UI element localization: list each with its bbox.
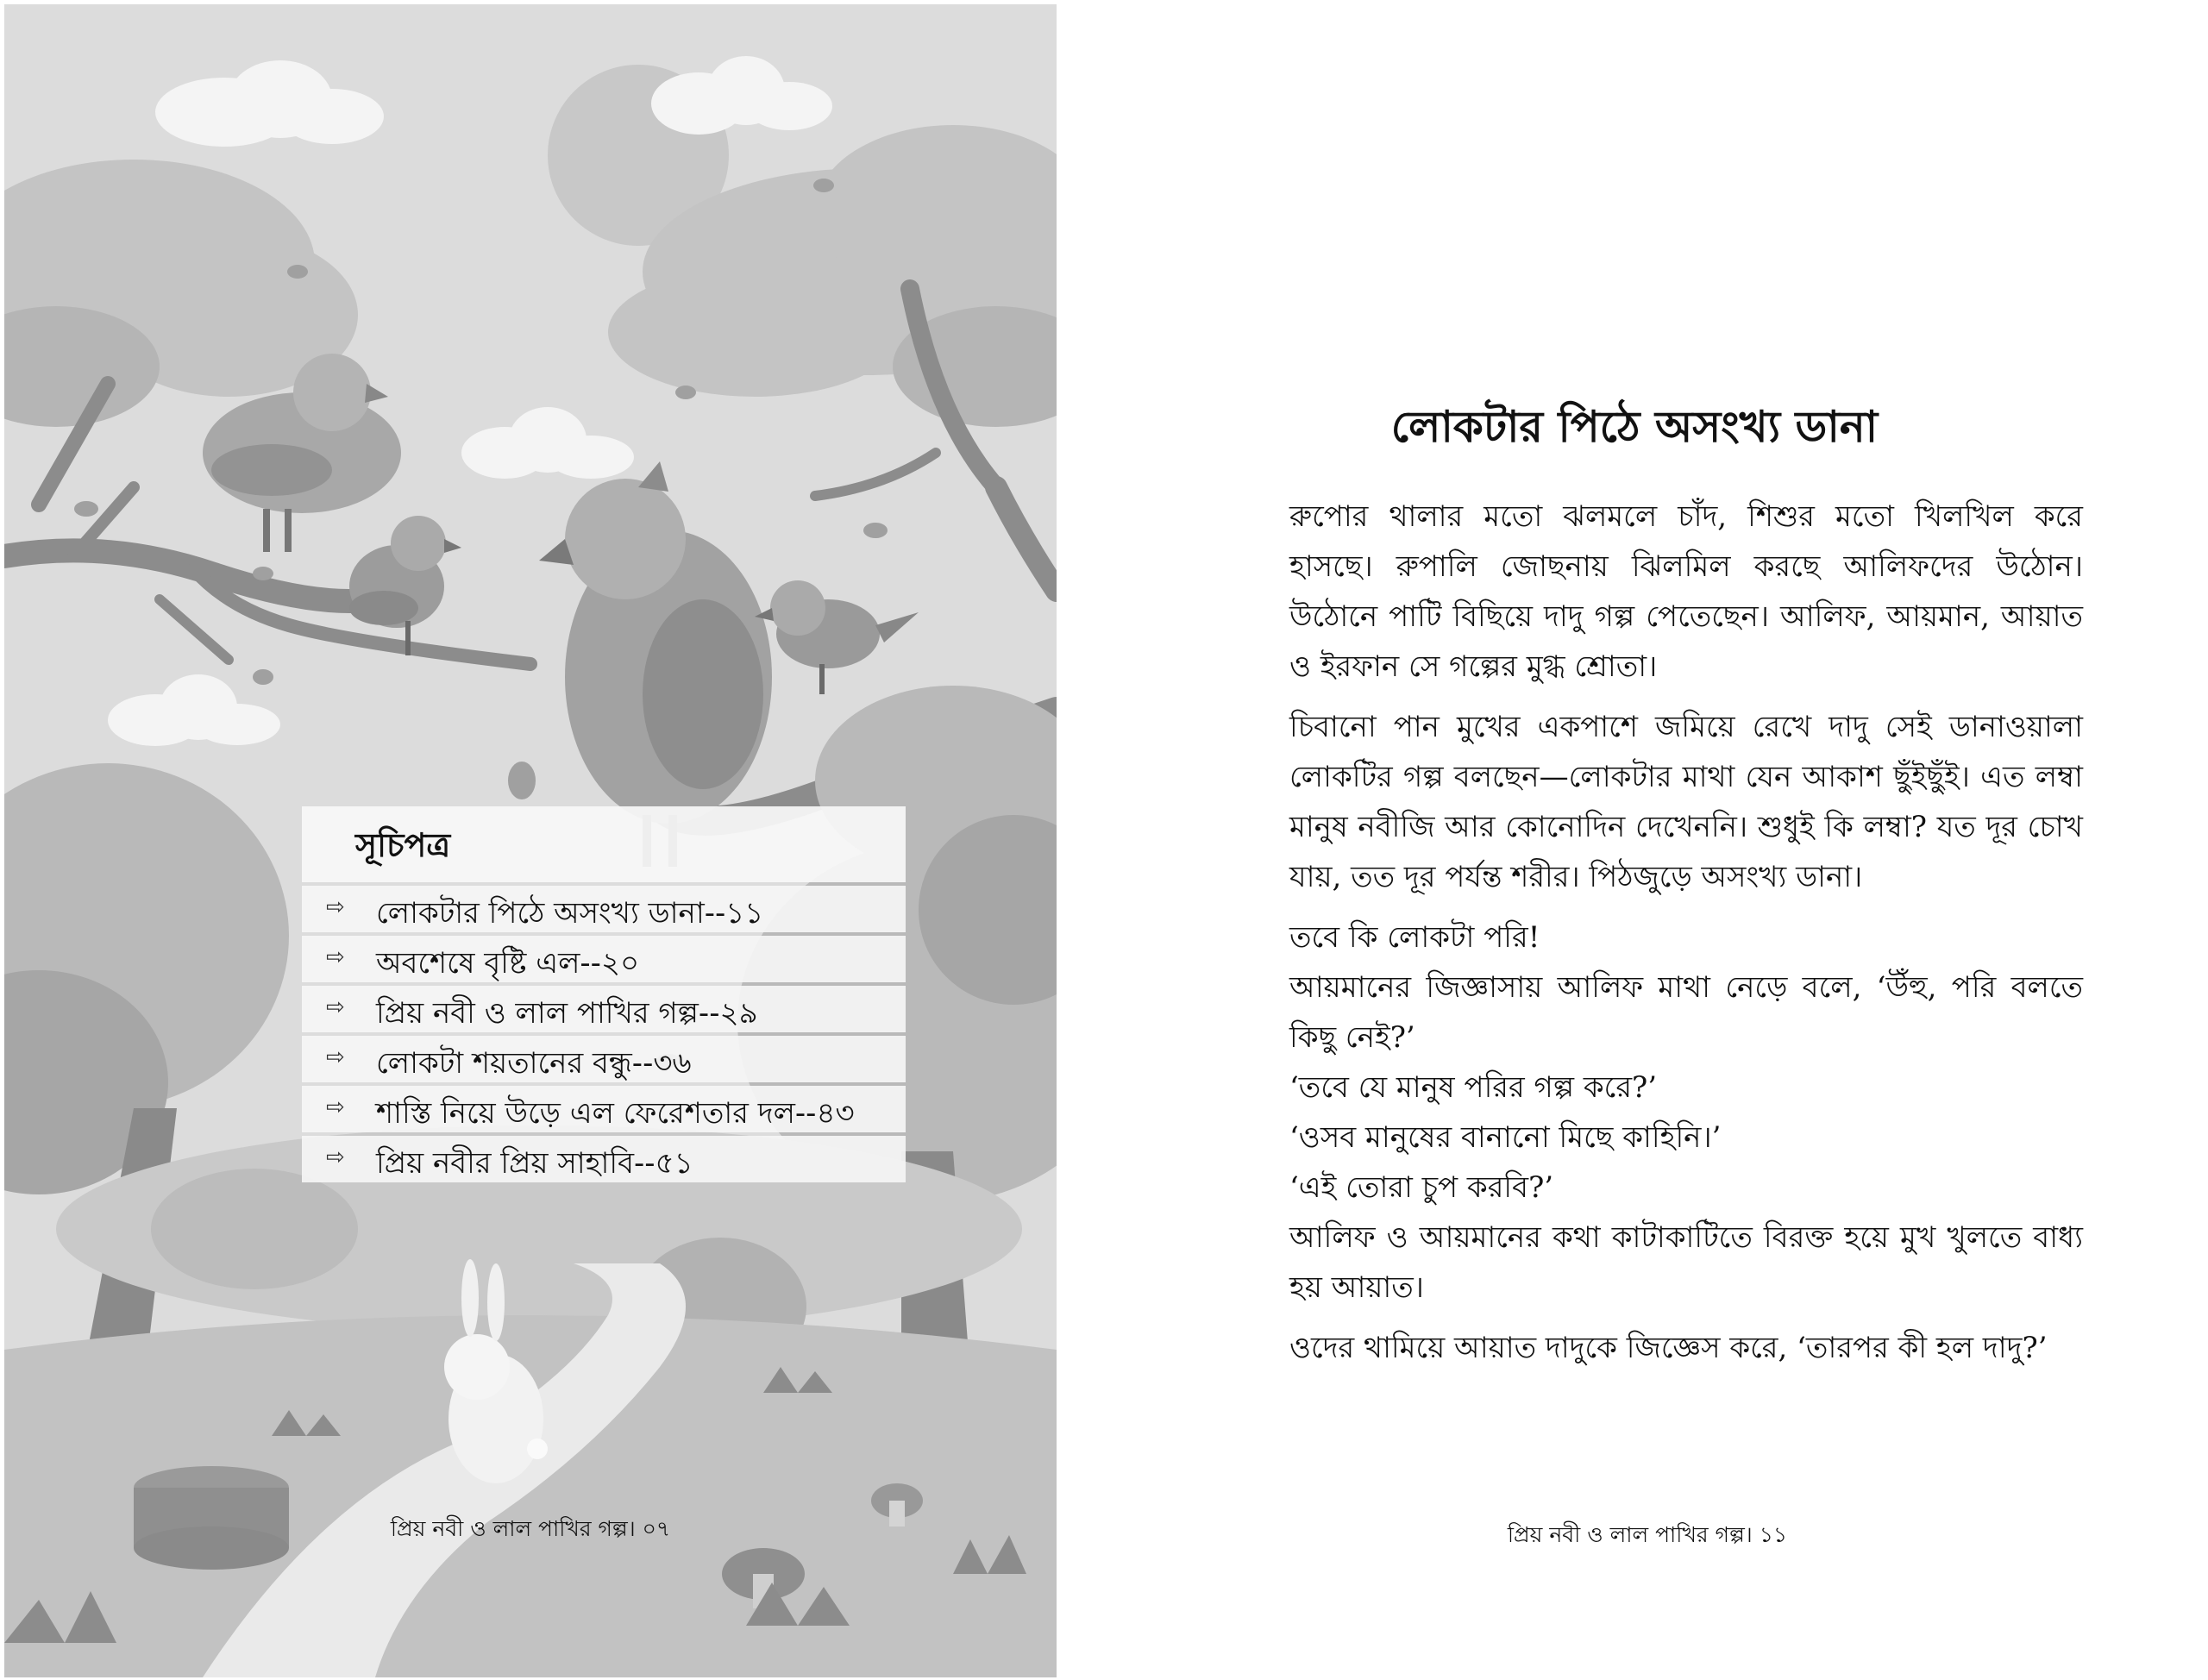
arrow-right-icon: ⇨ (326, 994, 345, 1020)
paragraph: তবে কি লোকটা পরি! (1289, 920, 1540, 955)
paragraph: ওদের থামিয়ে আয়াত দাদুকে জিজ্ঞেস করে, ‘তারপর কী হল দাদু?’ (1289, 1331, 2048, 1365)
toc-item-label: লোকটার পিঠে অসংখ্য ডানা--১১ (376, 896, 764, 931)
arrow-right-icon: ⇨ (326, 894, 345, 920)
toc-item-label: প্রিয় নবী ও লাল পাখির গল্প--২৯ (376, 996, 758, 1031)
arrow-right-icon: ⇨ (326, 944, 345, 970)
arrow-right-icon: ⇨ (326, 1144, 345, 1170)
right-page-footer: প্রিয় নবী ও লাল পাখির গল্প। ১১ (1507, 1522, 1788, 1547)
arrow-right-icon: ⇨ (326, 1094, 345, 1120)
paragraph: আলিফ ও আয়মানের কথা কাটাকাটিতে বিরক্ত হয়ে মুখ খুলতে বাধ্য হয় আয়াত। (1289, 1220, 2083, 1305)
toc-item[interactable] (302, 1086, 906, 1132)
toc-item[interactable] (302, 1036, 906, 1082)
right-page (1061, 0, 2208, 1680)
left-page-footer: প্রিয় নবী ও লাল পাখির গল্প। ০৭ (390, 1516, 671, 1541)
paragraph: চিবানো পান মুখের একপাশে জমিয়ে রেখে দাদু সেই ডানাওয়ালা লোকটির গল্প বলছেন—লোকটার মাথা যেন আকাশ ছুঁইছুঁই। এত লম্বা মানুষ নবীজি আর কোনোদিন দেখেননি। শুধুই কি লম্বা? যত দূর চোখ যায়, তত দূর পর্যন্ত শরীর। পিঠজুড়ে অসংখ্য ডানা। (1289, 710, 2083, 894)
toc-title: সূচিপত্র (355, 826, 451, 864)
arrow-right-icon: ⇨ (326, 1044, 345, 1070)
toc-header (302, 806, 906, 882)
toc-item[interactable] (302, 886, 906, 932)
paragraph: ‘এই তোরা চুপ করবি?’ (1289, 1170, 1554, 1205)
toc-item-label: শাস্তি নিয়ে উড়ে এল ফেরেশতার দল--৪৩ (376, 1096, 855, 1131)
left-page (4, 4, 1057, 1677)
toc-item-label: অবশেষে বৃষ্টি এল--২০ (376, 946, 640, 981)
paragraph: ‘তবে যে মানুষ পরির গল্প করে?’ (1289, 1070, 1658, 1105)
paragraph: আয়মানের জিজ্ঞাসায় আলিফ মাথা নেড়ে বলে, ‘উঁহু, পরি বলতে কিছু নেই?’ (1289, 970, 2083, 1055)
toc-item-label: লোকটা শয়তানের বন্ধু--৩৬ (376, 1046, 692, 1081)
toc-item[interactable] (302, 936, 906, 982)
table-of-contents (302, 806, 906, 1181)
toc-item[interactable] (302, 986, 906, 1032)
chapter-title: লোকটার পিঠে অসংখ্য ডানা (1390, 402, 1879, 452)
toc-item[interactable] (302, 1136, 906, 1182)
paragraph: ‘ওসব মানুষের বানানো মিছে কাহিনি।’ (1289, 1120, 1722, 1155)
story-body (1289, 492, 2083, 1383)
toc-item-label: প্রিয় নবীর প্রিয় সাহাবি--৫১ (376, 1146, 693, 1181)
paragraph: রুপোর থালার মতো ঝলমলে চাঁদ, শিশুর মতো খিলখিল করে হাসছে। রুপালি জোছনায় ঝিলমিল করছে আলিফদের উঠোন। উঠোনে পাটি বিছিয়ে দাদু গল্প পেতেছেন। আলিফ, আয়মান, আয়াত ও ইরফান সে গল্পের মুগ্ধ শ্রোতা। (1289, 499, 2083, 684)
